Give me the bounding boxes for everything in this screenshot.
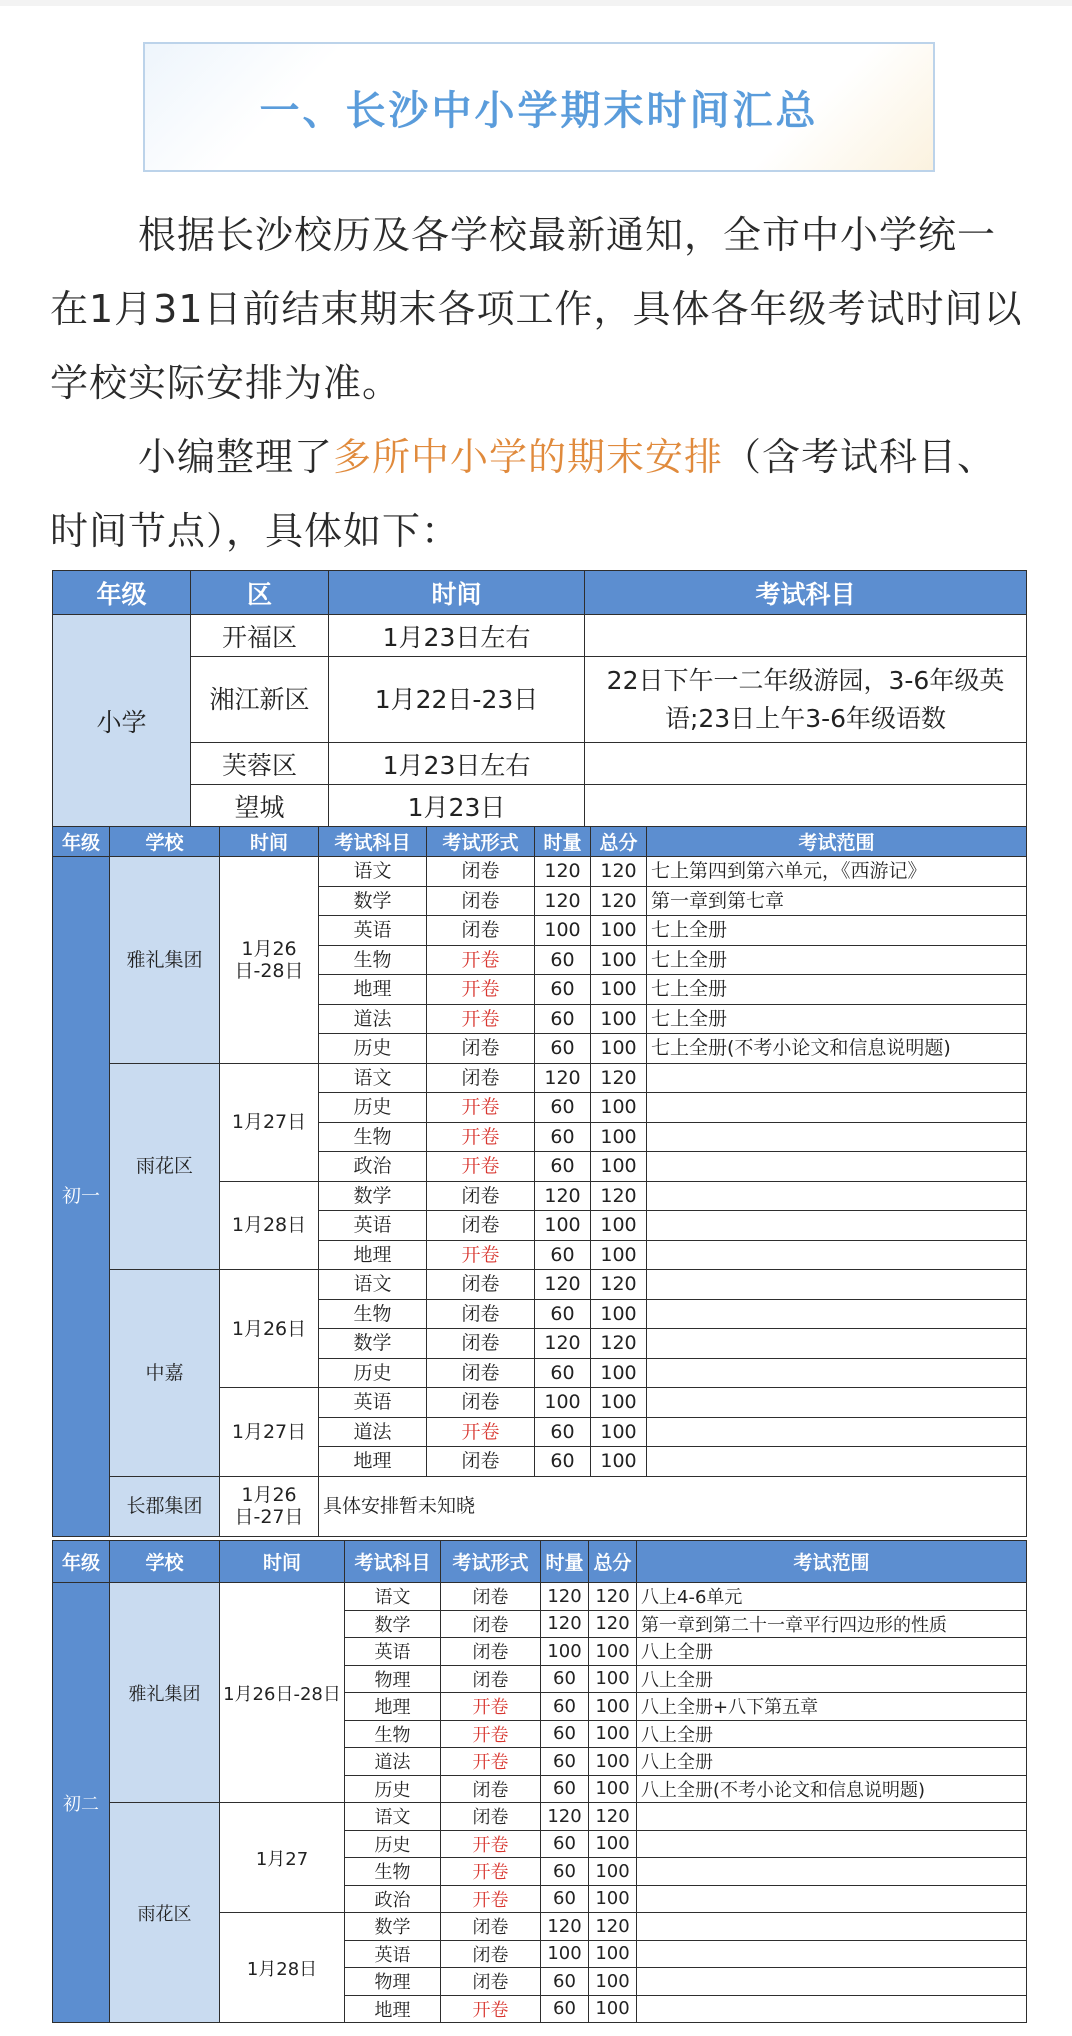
table-row <box>53 657 1027 743</box>
time-cell: 1月23日左右 <box>329 743 585 785</box>
summary-highlight: 多所中小学的期末安排 <box>333 435 724 479</box>
score-cell: 100 <box>589 1775 637 1803</box>
scope-cell <box>637 1885 1027 1913</box>
subjects-cell <box>585 743 1027 785</box>
score-cell: 120 <box>589 1583 637 1611</box>
form-cell: 开卷 <box>441 1858 541 1886</box>
scope-cell: 七上第四到第六单元，《西游记》 <box>647 857 1027 887</box>
duration-cell: 60 <box>535 1299 591 1329</box>
note-cell: 具体安排暂未知晓 <box>319 1476 1027 1536</box>
duration-cell: 120 <box>535 1270 591 1300</box>
form-cell: 开卷 <box>441 1995 541 2023</box>
district-cell: 开福区 <box>191 615 329 657</box>
header-time: 时间 <box>220 827 319 857</box>
scope-cell <box>647 1152 1027 1182</box>
time-cell: 1月28日 <box>220 1913 345 2023</box>
subject-cell: 历史 <box>319 1034 427 1064</box>
time-cell: 1月23日左右 <box>329 615 585 657</box>
form-cell: 开卷 <box>441 1693 541 1721</box>
district-cell: 芙蓉区 <box>191 743 329 785</box>
duration-cell: 60 <box>541 1830 589 1858</box>
subject-cell: 生物 <box>345 1858 441 1886</box>
primary-school-table <box>52 570 1027 827</box>
table-row <box>53 1063 1027 1093</box>
table-row <box>53 1270 1027 1300</box>
subject-cell: 物理 <box>345 1665 441 1693</box>
duration-cell: 60 <box>541 1885 589 1913</box>
table-row <box>53 1583 1027 1611</box>
form-cell: 开卷 <box>427 975 535 1005</box>
duration-cell: 100 <box>541 1940 589 1968</box>
duration-cell: 120 <box>535 1063 591 1093</box>
header-scope: 考试范围 <box>647 827 1027 857</box>
scope-cell: 八上全册 <box>637 1665 1027 1693</box>
time-cell: 1月26日-28日 <box>220 1583 345 1803</box>
subject-cell: 语文 <box>319 1063 427 1093</box>
school-cell: 雨花区 <box>110 1063 220 1270</box>
grade-cell: 小学 <box>53 615 191 827</box>
subjects-cell <box>585 785 1027 827</box>
score-cell: 100 <box>591 1034 647 1064</box>
subject-cell: 生物 <box>319 945 427 975</box>
header-duration: 时量 <box>541 1541 589 1583</box>
scope-cell <box>647 1211 1027 1241</box>
subject-cell: 语文 <box>319 857 427 887</box>
header-time: 时间 <box>220 1541 345 1583</box>
form-cell: 开卷 <box>441 1830 541 1858</box>
scope-cell: 七上全册(不考小论文和信息说明题) <box>647 1034 1027 1064</box>
form-cell: 闭卷 <box>441 1968 541 1996</box>
score-cell: 120 <box>589 1803 637 1831</box>
duration-cell: 100 <box>535 1388 591 1418</box>
header-scope: 考试范围 <box>637 1541 1027 1583</box>
form-cell: 闭卷 <box>441 1913 541 1941</box>
score-cell: 100 <box>591 1447 647 1477</box>
subject-cell: 数学 <box>319 886 427 916</box>
scope-cell: 七上全册 <box>647 945 1027 975</box>
form-cell: 开卷 <box>427 945 535 975</box>
time-cell: 1月27 <box>220 1803 345 1913</box>
subject-cell: 政治 <box>345 1885 441 1913</box>
grade8-exam-table <box>52 1540 1027 2023</box>
header-score: 总分 <box>589 1541 637 1583</box>
form-cell: 闭卷 <box>427 1034 535 1064</box>
score-cell: 100 <box>589 1858 637 1886</box>
subject-cell: 英语 <box>345 1940 441 1968</box>
scope-cell <box>647 1388 1027 1418</box>
summary-text-end: （含考试科目、时间节点），具体如下： <box>50 435 997 553</box>
score-cell: 100 <box>591 1211 647 1241</box>
form-cell: 闭卷 <box>427 1299 535 1329</box>
score-cell: 100 <box>589 1940 637 1968</box>
header-grade: 年级 <box>53 827 110 857</box>
score-cell: 100 <box>589 1830 637 1858</box>
subject-cell: 地理 <box>319 975 427 1005</box>
section-title-box <box>143 42 935 172</box>
subject-cell: 历史 <box>345 1775 441 1803</box>
duration-cell: 60 <box>541 1693 589 1721</box>
duration-cell: 100 <box>541 1638 589 1666</box>
school-cell: 雨花区 <box>110 1803 220 2023</box>
subject-cell: 道法 <box>319 1004 427 1034</box>
table-row <box>53 615 1027 657</box>
form-cell: 闭卷 <box>441 1638 541 1666</box>
scope-cell: 八上全册 <box>637 1748 1027 1776</box>
score-cell: 120 <box>591 1270 647 1300</box>
duration-cell: 60 <box>541 1968 589 1996</box>
form-cell: 开卷 <box>427 1417 535 1447</box>
score-cell: 100 <box>591 1299 647 1329</box>
duration-cell: 60 <box>535 1447 591 1477</box>
duration-cell: 60 <box>541 1775 589 1803</box>
duration-cell: 120 <box>541 1610 589 1638</box>
score-cell: 100 <box>589 1748 637 1776</box>
score-cell: 100 <box>589 1693 637 1721</box>
form-cell: 闭卷 <box>441 1583 541 1611</box>
scope-cell: 第一章到第二十一章平行四边形的性质 <box>637 1610 1027 1638</box>
summary-text-start: 小编整理了 <box>138 435 334 479</box>
score-cell: 100 <box>591 945 647 975</box>
duration-cell: 120 <box>535 1329 591 1359</box>
scope-cell <box>647 1417 1027 1447</box>
scope-cell: 八上全册+八下第五章 <box>637 1693 1027 1721</box>
grade-cell: 初一 <box>53 857 110 1537</box>
header-subject: 考试科目 <box>319 827 427 857</box>
duration-cell: 120 <box>541 1583 589 1611</box>
scope-cell <box>637 1995 1027 2023</box>
scope-cell <box>637 1830 1027 1858</box>
table-row <box>53 857 1027 887</box>
table-header-row <box>53 571 1027 615</box>
table-header-row <box>53 1541 1027 1583</box>
school-cell: 雅礼集团 <box>110 857 220 1064</box>
scope-cell <box>647 1181 1027 1211</box>
duration-cell: 60 <box>535 1358 591 1388</box>
header-time: 时间 <box>329 571 585 615</box>
school-cell: 雅礼集团 <box>110 1583 220 1803</box>
score-cell: 100 <box>591 1122 647 1152</box>
form-cell: 闭卷 <box>427 1181 535 1211</box>
time-cell: 1月27日 <box>220 1063 319 1181</box>
score-cell: 100 <box>591 1240 647 1270</box>
scope-cell <box>647 1122 1027 1152</box>
time-cell: 1月26日-28日 <box>220 857 319 1064</box>
duration-cell: 60 <box>535 1122 591 1152</box>
scope-cell <box>647 1299 1027 1329</box>
time-cell: 1月27日 <box>220 1388 319 1477</box>
header-grade: 年级 <box>53 571 191 615</box>
form-cell: 闭卷 <box>427 1270 535 1300</box>
time-cell: 1月23日 <box>329 785 585 827</box>
subject-cell: 道法 <box>345 1748 441 1776</box>
scope-cell: 第一章到第七章 <box>647 886 1027 916</box>
form-cell: 开卷 <box>427 1093 535 1123</box>
duration-cell: 100 <box>535 916 591 946</box>
form-cell: 闭卷 <box>441 1610 541 1638</box>
subject-cell: 数学 <box>319 1181 427 1211</box>
subjects-cell <box>585 615 1027 657</box>
subject-cell: 英语 <box>345 1638 441 1666</box>
duration-cell: 120 <box>541 1803 589 1831</box>
duration-cell: 60 <box>541 1748 589 1776</box>
time-cell: 1月22日-23日 <box>329 657 585 743</box>
scope-cell: 七上全册 <box>647 916 1027 946</box>
form-cell: 闭卷 <box>441 1775 541 1803</box>
score-cell: 100 <box>591 1358 647 1388</box>
score-cell: 100 <box>591 975 647 1005</box>
duration-cell: 120 <box>541 1913 589 1941</box>
scope-cell <box>637 1858 1027 1886</box>
subject-cell: 道法 <box>319 1417 427 1447</box>
form-cell: 闭卷 <box>441 1940 541 1968</box>
header-school: 学校 <box>110 827 220 857</box>
duration-cell: 60 <box>535 1240 591 1270</box>
header-grade: 年级 <box>53 1541 110 1583</box>
header-subjects: 考试科目 <box>585 571 1027 615</box>
form-cell: 闭卷 <box>441 1665 541 1693</box>
school-cell: 长郡集团 <box>110 1476 220 1536</box>
header-score: 总分 <box>591 827 647 857</box>
score-cell: 120 <box>591 1063 647 1093</box>
duration-cell: 60 <box>535 1093 591 1123</box>
subject-cell: 历史 <box>319 1358 427 1388</box>
scope-cell <box>647 1447 1027 1477</box>
duration-cell: 100 <box>535 1211 591 1241</box>
duration-cell: 60 <box>541 1858 589 1886</box>
summary-paragraph <box>50 420 1030 568</box>
score-cell: 120 <box>589 1913 637 1941</box>
scope-cell <box>637 1803 1027 1831</box>
header-form: 考试形式 <box>427 827 535 857</box>
district-cell: 望城 <box>191 785 329 827</box>
form-cell: 闭卷 <box>427 1329 535 1359</box>
form-cell: 开卷 <box>427 1152 535 1182</box>
district-cell: 湘江新区 <box>191 657 329 743</box>
score-cell: 100 <box>591 1093 647 1123</box>
form-cell: 开卷 <box>427 1240 535 1270</box>
scope-cell: 七上全册 <box>647 975 1027 1005</box>
score-cell: 100 <box>589 1638 637 1666</box>
form-cell: 闭卷 <box>427 1211 535 1241</box>
score-cell: 100 <box>589 1968 637 1996</box>
top-divider <box>0 0 1072 6</box>
duration-cell: 60 <box>535 1034 591 1064</box>
section-title: 一、长沙中小学期末时间汇总 <box>259 87 819 134</box>
subject-cell: 语文 <box>345 1803 441 1831</box>
scope-cell: 八上全册 <box>637 1720 1027 1748</box>
score-cell: 100 <box>591 1004 647 1034</box>
duration-cell: 60 <box>541 1720 589 1748</box>
score-cell: 120 <box>591 886 647 916</box>
subject-cell: 数学 <box>319 1329 427 1359</box>
header-school: 学校 <box>110 1541 220 1583</box>
form-cell: 开卷 <box>427 1122 535 1152</box>
form-cell: 开卷 <box>441 1720 541 1748</box>
subject-cell: 地理 <box>345 1693 441 1721</box>
subject-cell: 政治 <box>319 1152 427 1182</box>
subject-cell: 生物 <box>345 1720 441 1748</box>
header-duration: 时量 <box>535 827 591 857</box>
form-cell: 闭卷 <box>427 916 535 946</box>
subject-cell: 物理 <box>345 1968 441 1996</box>
score-cell: 120 <box>591 857 647 887</box>
score-cell: 120 <box>589 1610 637 1638</box>
scope-cell <box>637 1968 1027 1996</box>
form-cell: 开卷 <box>441 1748 541 1776</box>
duration-cell: 120 <box>535 886 591 916</box>
score-cell: 100 <box>591 1388 647 1418</box>
duration-cell: 60 <box>535 1152 591 1182</box>
scope-cell <box>647 1358 1027 1388</box>
duration-cell: 60 <box>535 1004 591 1034</box>
table-header-row <box>53 827 1027 857</box>
subject-cell: 英语 <box>319 1388 427 1418</box>
time-cell: 1月26日 <box>220 1270 319 1388</box>
duration-cell: 120 <box>535 857 591 887</box>
duration-cell: 60 <box>535 1417 591 1447</box>
subject-cell: 地理 <box>319 1447 427 1477</box>
form-cell: 闭卷 <box>441 1803 541 1831</box>
scope-cell <box>647 1270 1027 1300</box>
form-cell: 闭卷 <box>427 1388 535 1418</box>
subject-cell: 生物 <box>319 1122 427 1152</box>
scope-cell <box>637 1913 1027 1941</box>
score-cell: 100 <box>591 916 647 946</box>
subject-cell: 历史 <box>345 1830 441 1858</box>
subject-cell: 地理 <box>319 1240 427 1270</box>
form-cell: 闭卷 <box>427 1063 535 1093</box>
subject-cell: 生物 <box>319 1299 427 1329</box>
time-cell: 1月28日 <box>220 1181 319 1270</box>
header-subject: 考试科目 <box>345 1541 441 1583</box>
subject-cell: 英语 <box>319 916 427 946</box>
form-cell: 闭卷 <box>427 857 535 887</box>
scope-cell: 八上全册(不考小论文和信息说明题) <box>637 1775 1027 1803</box>
scope-cell <box>647 1063 1027 1093</box>
score-cell: 100 <box>589 1665 637 1693</box>
table-row <box>53 1476 1027 1536</box>
subjects-cell: 22日下午一二年级游园，3-6年级英语;23日上午3-6年级语数 <box>585 657 1027 743</box>
scope-cell <box>647 1240 1027 1270</box>
score-cell: 100 <box>591 1417 647 1447</box>
score-cell: 100 <box>591 1152 647 1182</box>
school-cell: 中嘉 <box>110 1270 220 1477</box>
scope-cell <box>647 1329 1027 1359</box>
scope-cell <box>637 1940 1027 1968</box>
subject-cell: 历史 <box>319 1093 427 1123</box>
subject-cell: 地理 <box>345 1995 441 2023</box>
grade7-exam-table <box>52 826 1027 1537</box>
subject-cell: 英语 <box>319 1211 427 1241</box>
form-cell: 开卷 <box>427 1004 535 1034</box>
score-cell: 120 <box>591 1329 647 1359</box>
subject-cell: 语文 <box>345 1583 441 1611</box>
form-cell: 闭卷 <box>427 1358 535 1388</box>
grade-cell: 初二 <box>53 1583 110 2023</box>
duration-cell: 120 <box>535 1181 591 1211</box>
scope-cell: 七上全册 <box>647 1004 1027 1034</box>
duration-cell: 60 <box>541 1665 589 1693</box>
table-row <box>53 1803 1027 1831</box>
header-district: 区 <box>191 571 329 615</box>
subject-cell: 数学 <box>345 1913 441 1941</box>
score-cell: 100 <box>589 1720 637 1748</box>
subject-cell: 语文 <box>319 1270 427 1300</box>
form-cell: 闭卷 <box>427 1447 535 1477</box>
intro-paragraph: 根据长沙校历及各学校最新通知，全市中小学统一在1月31日前结束期末各项工作，具体各年级考试时间以学校实际安排为准。 <box>50 213 1023 405</box>
form-cell: 开卷 <box>441 1885 541 1913</box>
time-cell: 1月26日-27日 <box>220 1476 319 1536</box>
duration-cell: 60 <box>535 975 591 1005</box>
scope-cell <box>647 1093 1027 1123</box>
duration-cell: 60 <box>541 1995 589 2023</box>
scope-cell: 八上4-6单元 <box>637 1583 1027 1611</box>
score-cell: 100 <box>589 1885 637 1913</box>
score-cell: 100 <box>589 1995 637 2023</box>
form-cell: 闭卷 <box>427 886 535 916</box>
table-row <box>53 785 1027 827</box>
duration-cell: 60 <box>535 945 591 975</box>
score-cell: 120 <box>591 1181 647 1211</box>
scope-cell: 八上全册 <box>637 1638 1027 1666</box>
subject-cell: 数学 <box>345 1610 441 1638</box>
table-row <box>53 743 1027 785</box>
header-form: 考试形式 <box>441 1541 541 1583</box>
